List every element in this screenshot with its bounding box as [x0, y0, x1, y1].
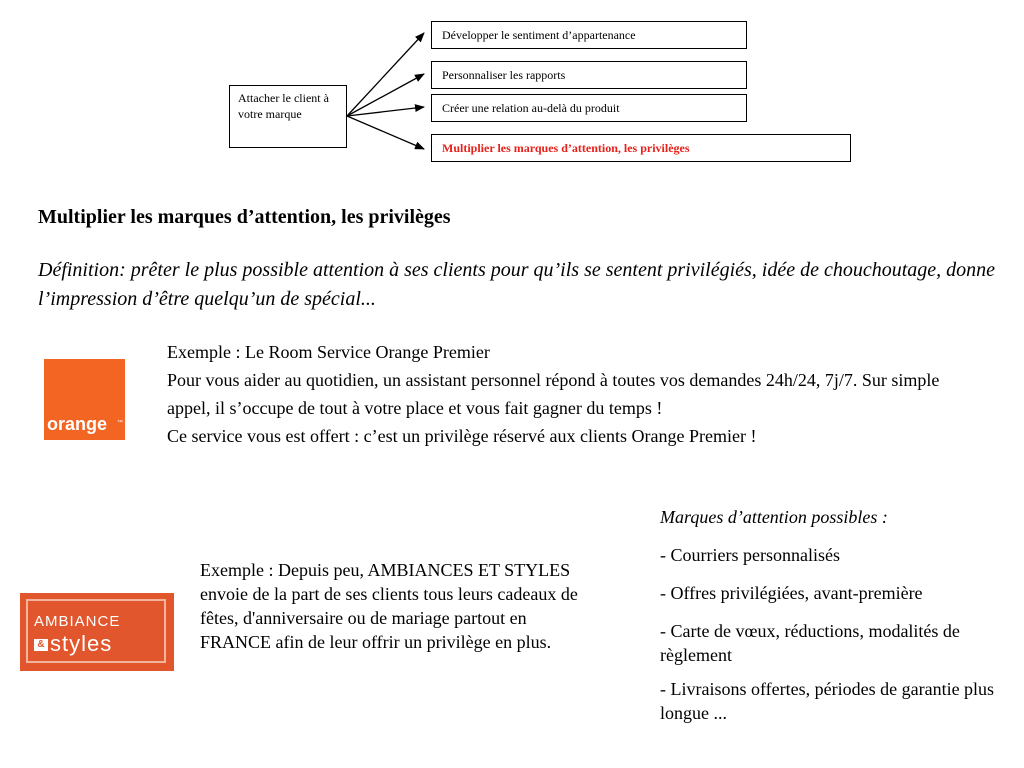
definition-text: Définition: prêter le plus possible attention à ses clients pour qu’ils se sentent privilégiés, idée de chouchoutage, donne l’impression d’être quelqu’un de spécial... [38, 259, 996, 310]
diagram-target-4-highlighted: Multiplier les marques d’attention, les privilèges [431, 134, 851, 162]
arrow-to-target-3 [347, 107, 424, 116]
list-item: - Courriers personnalisés [660, 545, 840, 565]
ambiance-styles-logo [20, 593, 174, 671]
ambiance-logo-frame [26, 599, 166, 663]
arrow-to-target-1 [347, 33, 424, 116]
marques-attention-list [660, 505, 1020, 739]
orange-logo-trademark: ™ [117, 420, 123, 426]
list-item: - Offres privilégiées, avant-première [660, 583, 923, 603]
example-orange-conclusion: Ce service vous est offert : c’est un privilège réservé aux clients Orange Premier ! [167, 426, 757, 446]
arrow-to-target-2 [347, 74, 424, 116]
example-orange-title: Exemple : Le Room Service Orange Premier [167, 342, 490, 362]
styles-logo-word: styles [50, 631, 113, 656]
list-item: - Carte de vœux, réductions, modalités de règlement [660, 621, 960, 665]
example-ambiance-text: Exemple : Depuis peu, AMBIANCES ET STYLES envoie de la part de ses clients tous leurs cadeaux de fêtes, d'anniversaire ou de mariage partout en FRANCE afin de leur offrir un privilège en plus. [200, 560, 578, 652]
example-orange [167, 338, 957, 450]
ambiance-logo-word: AMBIANCE [34, 613, 121, 630]
list-item: - Livraisons offertes, périodes de garantie plus longue ... [660, 679, 995, 723]
diagram-target-1: Développer le sentiment d’appartenance [431, 21, 747, 49]
diagram-source-box: Attacher le client à votre marque [229, 85, 347, 148]
section-heading: Multiplier les marques d’attention, les privilèges [38, 206, 451, 228]
marques-title: Marques d’attention possibles : [660, 507, 888, 527]
arrow-to-target-4 [347, 116, 424, 149]
orange-logo-text: orange [47, 414, 108, 434]
diagram-target-3: Créer une relation au-delà du produit [431, 94, 747, 122]
orange-logo [44, 359, 125, 440]
ambiance-logo-ampersand: & [34, 639, 48, 651]
example-orange-description: Pour vous aider au quotidien, un assistant personnel répond à toutes vos demandes 24h/24, 7j/7. Sur simple appel, il s’occupe de tout à votre place et vous fait gagner du temps ! [167, 370, 940, 418]
diagram-target-2: Personnaliser les rapports [431, 61, 747, 89]
